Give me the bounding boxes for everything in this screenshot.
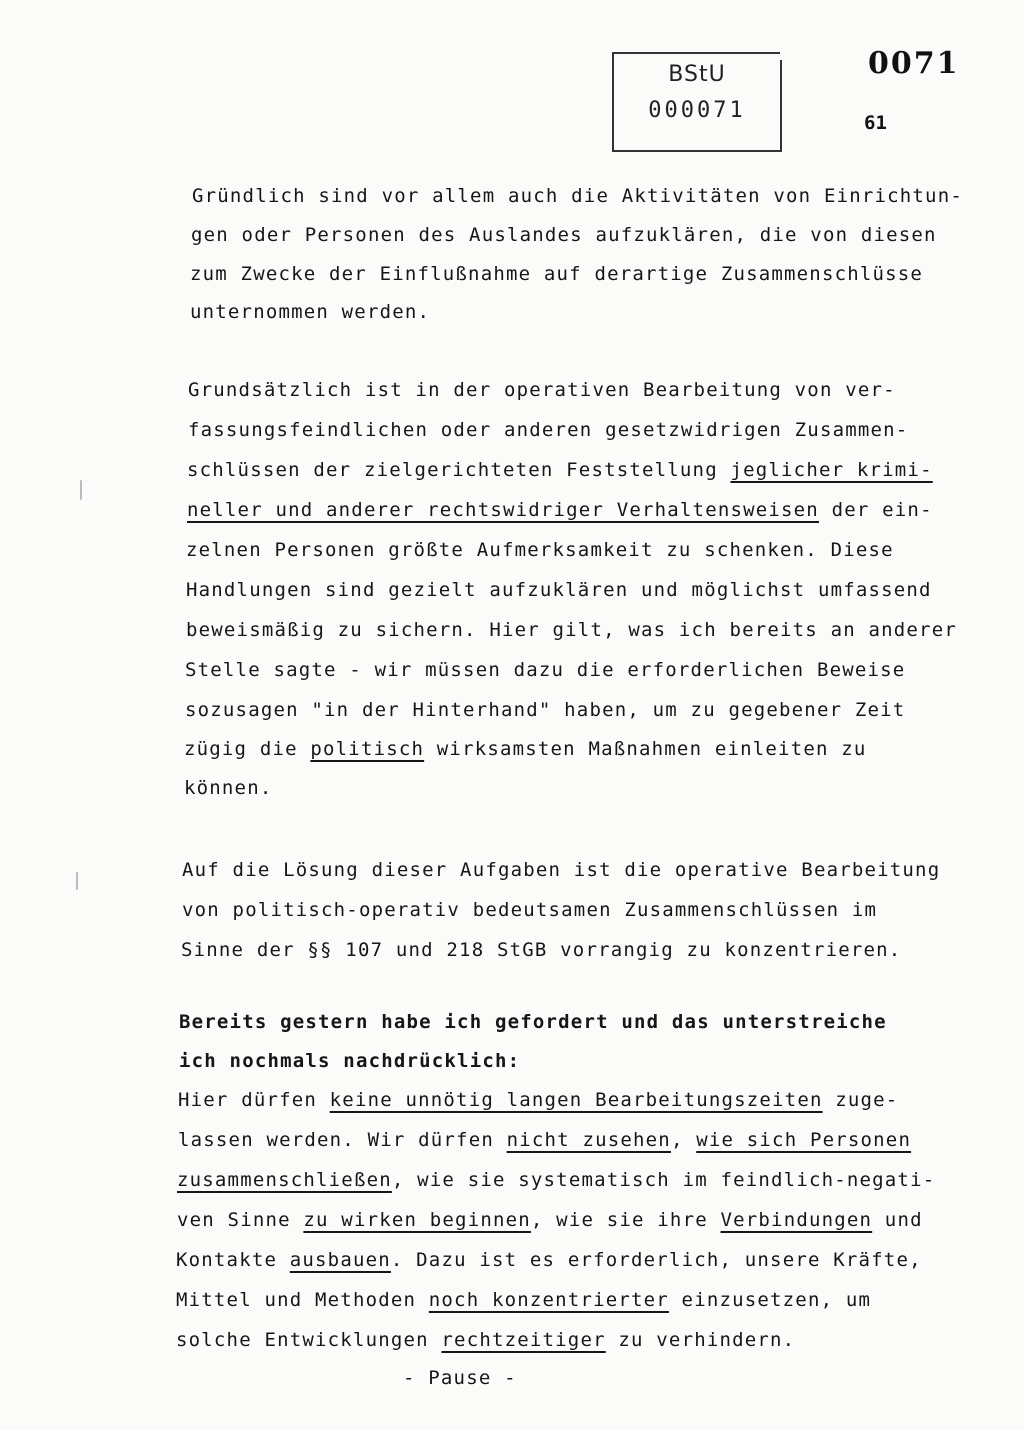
underlined-phrase: zusammenschließen (177, 1169, 392, 1191)
page-number: 61 (864, 112, 887, 134)
pause-note: - Pause - (403, 1367, 517, 1389)
text-line: schlüssen der zielgerichteten Feststellung jeglicher krimi- (187, 459, 933, 481)
underlined-phrase: jeglicher krimi- (730, 459, 933, 481)
text-line: beweismäßig zu sichern. Hier gilt, was ich bereits an anderer (186, 619, 957, 641)
text-line: zügig die politisch wirksamsten Maßnahmen einleiten zu (184, 738, 867, 760)
text-line: Auf die Lösung dieser Aufgaben ist die operative Bearbeitung (182, 859, 941, 881)
text-line: Hier dürfen keine unnötig langen Bearbeitungszeiten zuge- (178, 1089, 899, 1111)
stamp-number: 000071 (648, 98, 746, 123)
underlined-phrase: neller und anderer rechtswidriger Verhaltensweisen (187, 499, 819, 521)
text-line: Mittel und Methoden noch konzentrierter einzusetzen, um (176, 1289, 872, 1311)
text-line: neller und anderer rechtswidriger Verhaltensweisen der ein- (187, 499, 933, 521)
text-line: können. (184, 777, 273, 799)
underlined-phrase: keine unnötig langen Bearbeitungszeiten (329, 1089, 823, 1111)
text-line: ven Sinne zu wirken beginnen, wie sie ihre Verbindungen und (177, 1209, 923, 1231)
text-line: fassungsfeindlichen oder anderen gesetzwidrigen Zusammen- (188, 419, 909, 441)
text-line: sozusagen "in der Hinterhand" haben, um zu gegebener Zeit (185, 699, 906, 721)
underlined-phrase: rechtzeitiger (441, 1329, 606, 1351)
text-line: zum Zwecke der Einflußnahme auf derartige Zusammenschlüsse (190, 263, 924, 285)
text-line: lassen werden. Wir dürfen nicht zusehen, wie sich Personen (178, 1129, 912, 1151)
text-line: Grundsätzlich ist in der operativen Bearbeitung von ver- (188, 379, 896, 401)
text-line: solche Entwicklungen rechtzeitiger zu verhindern. (176, 1329, 796, 1351)
text-line: zusammenschließen, wie sie systematisch im feindlich-negati- (177, 1169, 936, 1191)
bstu-archive-stamp (612, 52, 780, 152)
underlined-phrase: ausbauen (289, 1249, 391, 1271)
underlined-phrase: politisch (310, 738, 425, 760)
text-line: Stelle sagte - wir müssen dazu die erforderlichen Beweise (185, 659, 906, 681)
document-number: 0071 (868, 46, 960, 81)
margin-mark (80, 480, 82, 500)
text-line: Kontakte ausbauen. Dazu ist es erforderlich, unsere Kräfte, (176, 1249, 922, 1271)
text-line: zelnen Personen größte Aufmerksamkeit zu schenken. Diese (186, 539, 894, 561)
stamp-agency: BStU (668, 62, 726, 87)
text-line-bold: ich nochmals nachdrücklich: (179, 1050, 521, 1072)
text-line: Gründlich sind vor allem auch die Aktivitäten von Einrichtun- (192, 185, 963, 207)
underlined-phrase: zu wirken beginnen (303, 1209, 531, 1231)
text-line: von politisch-operativ bedeutsamen Zusammenschlüssen im (182, 899, 878, 921)
text-line: Handlungen sind gezielt aufzuklären und möglichst umfassend (186, 579, 932, 601)
underlined-phrase: wie sich Personen (696, 1129, 912, 1151)
underlined-phrase: Verbindungen (720, 1209, 873, 1231)
underlined-phrase: noch konzentrierter (428, 1289, 669, 1311)
text-line-bold: Bereits gestern habe ich gefordert und das unterstreiche (179, 1011, 887, 1033)
text-line: gen oder Personen des Auslandes aufzuklären, die von diesen (191, 224, 937, 246)
underlined-phrase: nicht zusehen (506, 1129, 671, 1151)
margin-mark (76, 872, 78, 890)
text-line: unternommen werden. (190, 301, 431, 323)
text-line: Sinne der §§ 107 und 218 StGB vorrangig zu konzentrieren. (181, 939, 902, 961)
